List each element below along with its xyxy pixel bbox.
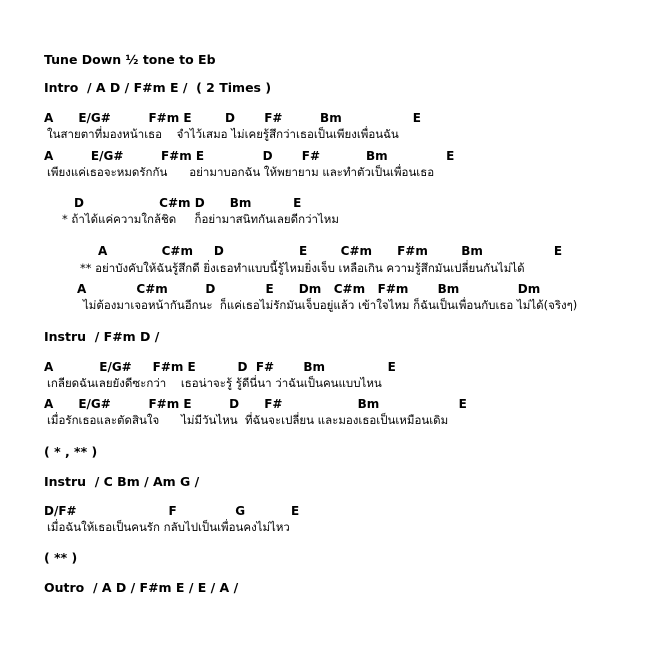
- verse2-lyric-1: เกลียดฉันเลยยังดีซะกว่า เธอน่าจะรู้ รู้ดีนี่นา ว่าฉันเป็นคนแบบไหน: [47, 376, 382, 390]
- prechorus-lyric: * ถ้าได้แค่ความใกล้ชิด ก็อย่ามาสนิทกันเลยดีกว่าไหม: [62, 212, 339, 226]
- outro-line: Outro / A D / F#m E / E / A /: [44, 580, 239, 595]
- repeat-line-2: ( ** ): [44, 550, 78, 565]
- verse1-chords-1: A E/G# F#m E D F# Bm E: [44, 111, 421, 125]
- repeat-line-1: ( * , ** ): [44, 444, 98, 459]
- chorus-lyric-1: ** อย่าบังคับให้ฉันรู้สึกดี ยิ่งเธอทำแบบนี้รู้ไหมยิ่งเจ็บ เหลือเกิน ความรู้สึกมันเปลี่ยนกันไม่ได้: [80, 261, 525, 275]
- instru-line-2: Instru / C Bm / Am G /: [44, 474, 200, 489]
- verse2-chords-2: A E/G# F#m E D F# Bm E: [44, 397, 467, 411]
- tuning-heading: Tune Down ½ tone to Eb: [44, 52, 216, 67]
- verse2-chords-1: A E/G# F#m E D F# Bm E: [44, 360, 396, 374]
- verse1-chords-2: A E/G# F#m E D F# Bm E: [44, 149, 455, 163]
- bridge-chords: D/F# F G E: [44, 504, 300, 518]
- bridge-lyric: เมื่อฉันให้เธอเป็นคนรัก กลับไปเป็นเพื่อนคงไม่ไหว: [47, 520, 290, 534]
- chorus-lyric-2: ไม่ต้องมาเจอหน้ากันอีกนะ ก็แค่เธอไม่รักมันเจ็บอยู่แล้ว เข้าใจไหม ก็ฉันเป็นเพื่อนกับเธอ ไม่ได้(จริงๆ): [83, 298, 578, 312]
- intro-line: Intro / A D / F#m E / ( 2 Times ): [44, 80, 272, 95]
- chorus-chords-2: A C#m D E Dm C#m F#m Bm Dm: [77, 282, 541, 296]
- verse1-lyric-2: เพียงแค่เธอจะหมดรักกัน อย่ามาบอกฉัน ให้พยายาม และทำตัวเป็นเพื่อนเธอ: [47, 165, 435, 179]
- prechorus-chords: D C#m D Bm E: [74, 196, 302, 210]
- verse1-lyric-1: ในสายตาที่มองหน้าเธอ จำไว้เสมอ ไม่เคยรู้สึกว่าเธอเป็นเพียงเพื่อนฉัน: [47, 127, 399, 141]
- chorus-chords-1: A C#m D E C#m F#m Bm E: [98, 244, 563, 258]
- instru-line-1: Instru / F#m D /: [44, 329, 160, 344]
- verse2-lyric-2: เมื่อรักเธอและตัดสินใจ ไม่มีวันไหน ที่ฉันจะเปลี่ยน และมองเธอเป็นเหมือนเดิม: [47, 413, 449, 427]
